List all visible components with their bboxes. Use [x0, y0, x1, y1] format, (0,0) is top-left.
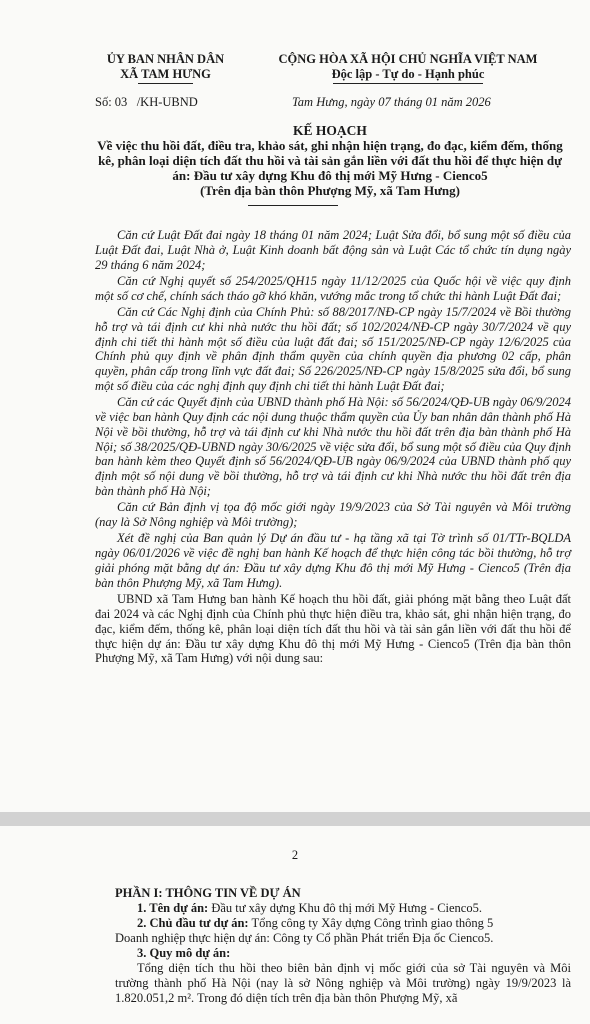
issuer-line-1: ỦY BAN NHÂN DÂN: [106, 52, 225, 66]
page-2-body: [115, 886, 571, 1006]
page-separator: [0, 812, 590, 826]
item-project-name: [115, 901, 571, 916]
basis-paragraph-5: Căn cứ Bản định vị tọa độ mốc giới ngày 19/9/2023 của Sở Tài nguyên và Môi trường (nay là Sở Nông nghiệp và Môi trường);: [95, 500, 571, 530]
document-title: [95, 123, 565, 198]
main-paragraph: UBND xã Tam Hưng ban hành Kế hoạch thu hồi đất, giải phóng mặt bằng theo Luật đất đai 2024 và các Nghị định của Chính phủ thực hiện điều tra, khảo sát, ghi nhận hiện trạng, đo đạc, kiểm đếm, thống kê, phân loại diện tích đất thu hồi và tài sản gắn liền với đất thu hồi để thực hiện dự án: Đầu tư xây dựng Khu đô thị mới Mỹ Hưng - Cienco5 (Trên địa bàn thôn Phượng Mỹ, xã Tam Hưng) với nội dung sau:: [95, 592, 571, 666]
document-page-2: [0, 826, 590, 1024]
basis-paragraph-1: Căn cứ Luật Đất đai ngày 18 tháng 01 năm 2024; Luật Sửa đổi, bổ sung một số điều của Luật Đất đai, Luật Nhà ở, Luật Kinh doanh bất động sản và Luật Các tổ chức tín dụng ngày 29 tháng 6 năm 2024;: [95, 228, 571, 272]
basis-paragraph-6: Xét đề nghị của Ban quản lý Dự án đầu tư - hạ tầng xã tại Tờ trình số 01/TTr-BQLDA ngày 06/01/2026 về việc đề nghị ban hành Kế hoạch để thực hiện công tác bồi thường, hỗ trợ giải phóng mặt bằng dự án: Đầu tư xây dựng Khu đô thị mới Mỹ Hưng - Cienco5 (Trên địa bàn thôn Phượng Mỹ, xã Tam Hưng).: [95, 531, 571, 590]
item2-label: 2. Chủ đầu tư dự án:: [137, 916, 249, 930]
basis-paragraph-4: Căn cứ các Quyết định của UBND thành phố Hà Nội: số 56/2024/QĐ-UB ngày 06/9/2024 về việc ban hành Quy định các nội dung thuộc thẩm quyền của Ủy ban nhân dân thành phố Hà Nội về bồi thường, hỗ trợ và tái định cư khi Nhà nước thu hồi đất trên địa bàn thành phố Hà Nội; số 38/2025/QĐ-UBND ngày 30/6/2025 về việc sửa đổi, bổ sung một số điều của Quy định ban hành kèm theo Quyết định số 56/2024/QĐ-UB ngày 06/9/2024 của UBND thành phố quy định một số nội dung về bồi thường, hỗ trợ và tái định cư khi Nhà nước thu hồi đất trên địa bàn thành phố Hà Nội;: [95, 395, 571, 499]
section-title: PHẦN I: THÔNG TIN VỀ DỰ ÁN: [115, 886, 301, 900]
item-investor: [115, 916, 571, 931]
issuer-header: [88, 52, 243, 84]
item3-label: 3. Quy mô dự án:: [137, 946, 231, 960]
item-scale: [115, 946, 571, 961]
title-divider: [248, 205, 338, 206]
issuer-line-2: XÃ TAM HƯNG: [120, 67, 211, 81]
national-motto: Độc lập - Tự do - Hạnh phúc: [331, 67, 485, 81]
item2-line2: Doanh nghiệp thực hiện dự án: Công ty Cổ phần Phát triển Địa ốc Cienco5.: [115, 931, 494, 945]
item1-label: 1. Tên dự án:: [137, 901, 209, 915]
document-number: [95, 95, 198, 110]
item1-value: Đầu tư xây dựng Khu đô thị mới Mỹ Hưng - Cienco5.: [208, 901, 482, 915]
item2-value: Tổng công ty Xây dựng Công trình giao thông 5: [248, 916, 494, 930]
basis-paragraph-2: Căn cứ Nghị quyết số 254/2025/QH15 ngày 11/12/2025 của Quốc hội về việc quy định một số cơ chế, chính sách tháo gỡ khó khăn, vướng mắc trong tổ chức thi hành Luật Đất đai;: [95, 273, 571, 303]
national-header: [248, 52, 568, 84]
doc-number: Số: 03: [95, 95, 128, 109]
basis-paragraph-3: Căn cứ Các Nghị định của Chính Phủ: số 88/2017/NĐ-CP ngày 15/7/2024 về Bồi thường hỗ trợ và tái định cư khi nhà nước thu hồi đất; số 102/2024/NĐ-CP ngày 30/7/2024 về quy định chi tiết thi hành một số điều của luật đất đai; số 151/2025/NĐ-CP ngày 12/6/2025 của Chính phủ quy định về phân định thẩm quyền của chính quyền địa phương 02 cấp, phân quyền, phân cấp trong lĩnh vực đất đai; Số 226/2025/NĐ-CP ngày 15/8/2025 sửa đổi, bổ sung một số điều của các nghị định quy định chi tiết thi hành Luật Đất đai;: [95, 304, 571, 393]
document-date: Tam Hưng, ngày 07 tháng 01 năm 2026: [292, 95, 491, 109]
title-location: (Trên địa bàn thôn Phượng Mỹ, xã Tam Hưng): [200, 183, 460, 198]
issuer-underline: [138, 83, 193, 84]
motto-underline: [333, 83, 483, 84]
title-subject: Về việc thu hồi đất, điều tra, khảo sát, ghi nhận hiện trạng, đo đạc, kiểm đếm, thống kê, phân loại diện tích đất thu hồi và tài sản gắn liền với đất thu hồi để thực hiện dự án: Đầu tư xây dựng Khu đô thị mới Mỹ Hưng - Cienco5: [97, 138, 563, 183]
page-number: 2: [291, 848, 299, 862]
title-heading: KẾ HOẠCH: [293, 123, 367, 138]
item3-text: Tổng diện tích thu hồi theo biên bản định vị mốc giới của sở Tài nguyên và Môi trường thành phố Hà Nội (nay là sở Nông nghiệp và Môi trường) ngày 19/9/2023 là 1.820.051,2 m². Trong đó diện tích trên địa bàn thôn Phượng Mỹ, xã: [115, 961, 571, 1005]
document-body: [95, 228, 571, 668]
national-title: CỘNG HÒA XÃ HỘI CHỦ NGHĨA VIỆT NAM: [278, 52, 538, 66]
doc-code: /KH-UBND: [136, 95, 198, 109]
